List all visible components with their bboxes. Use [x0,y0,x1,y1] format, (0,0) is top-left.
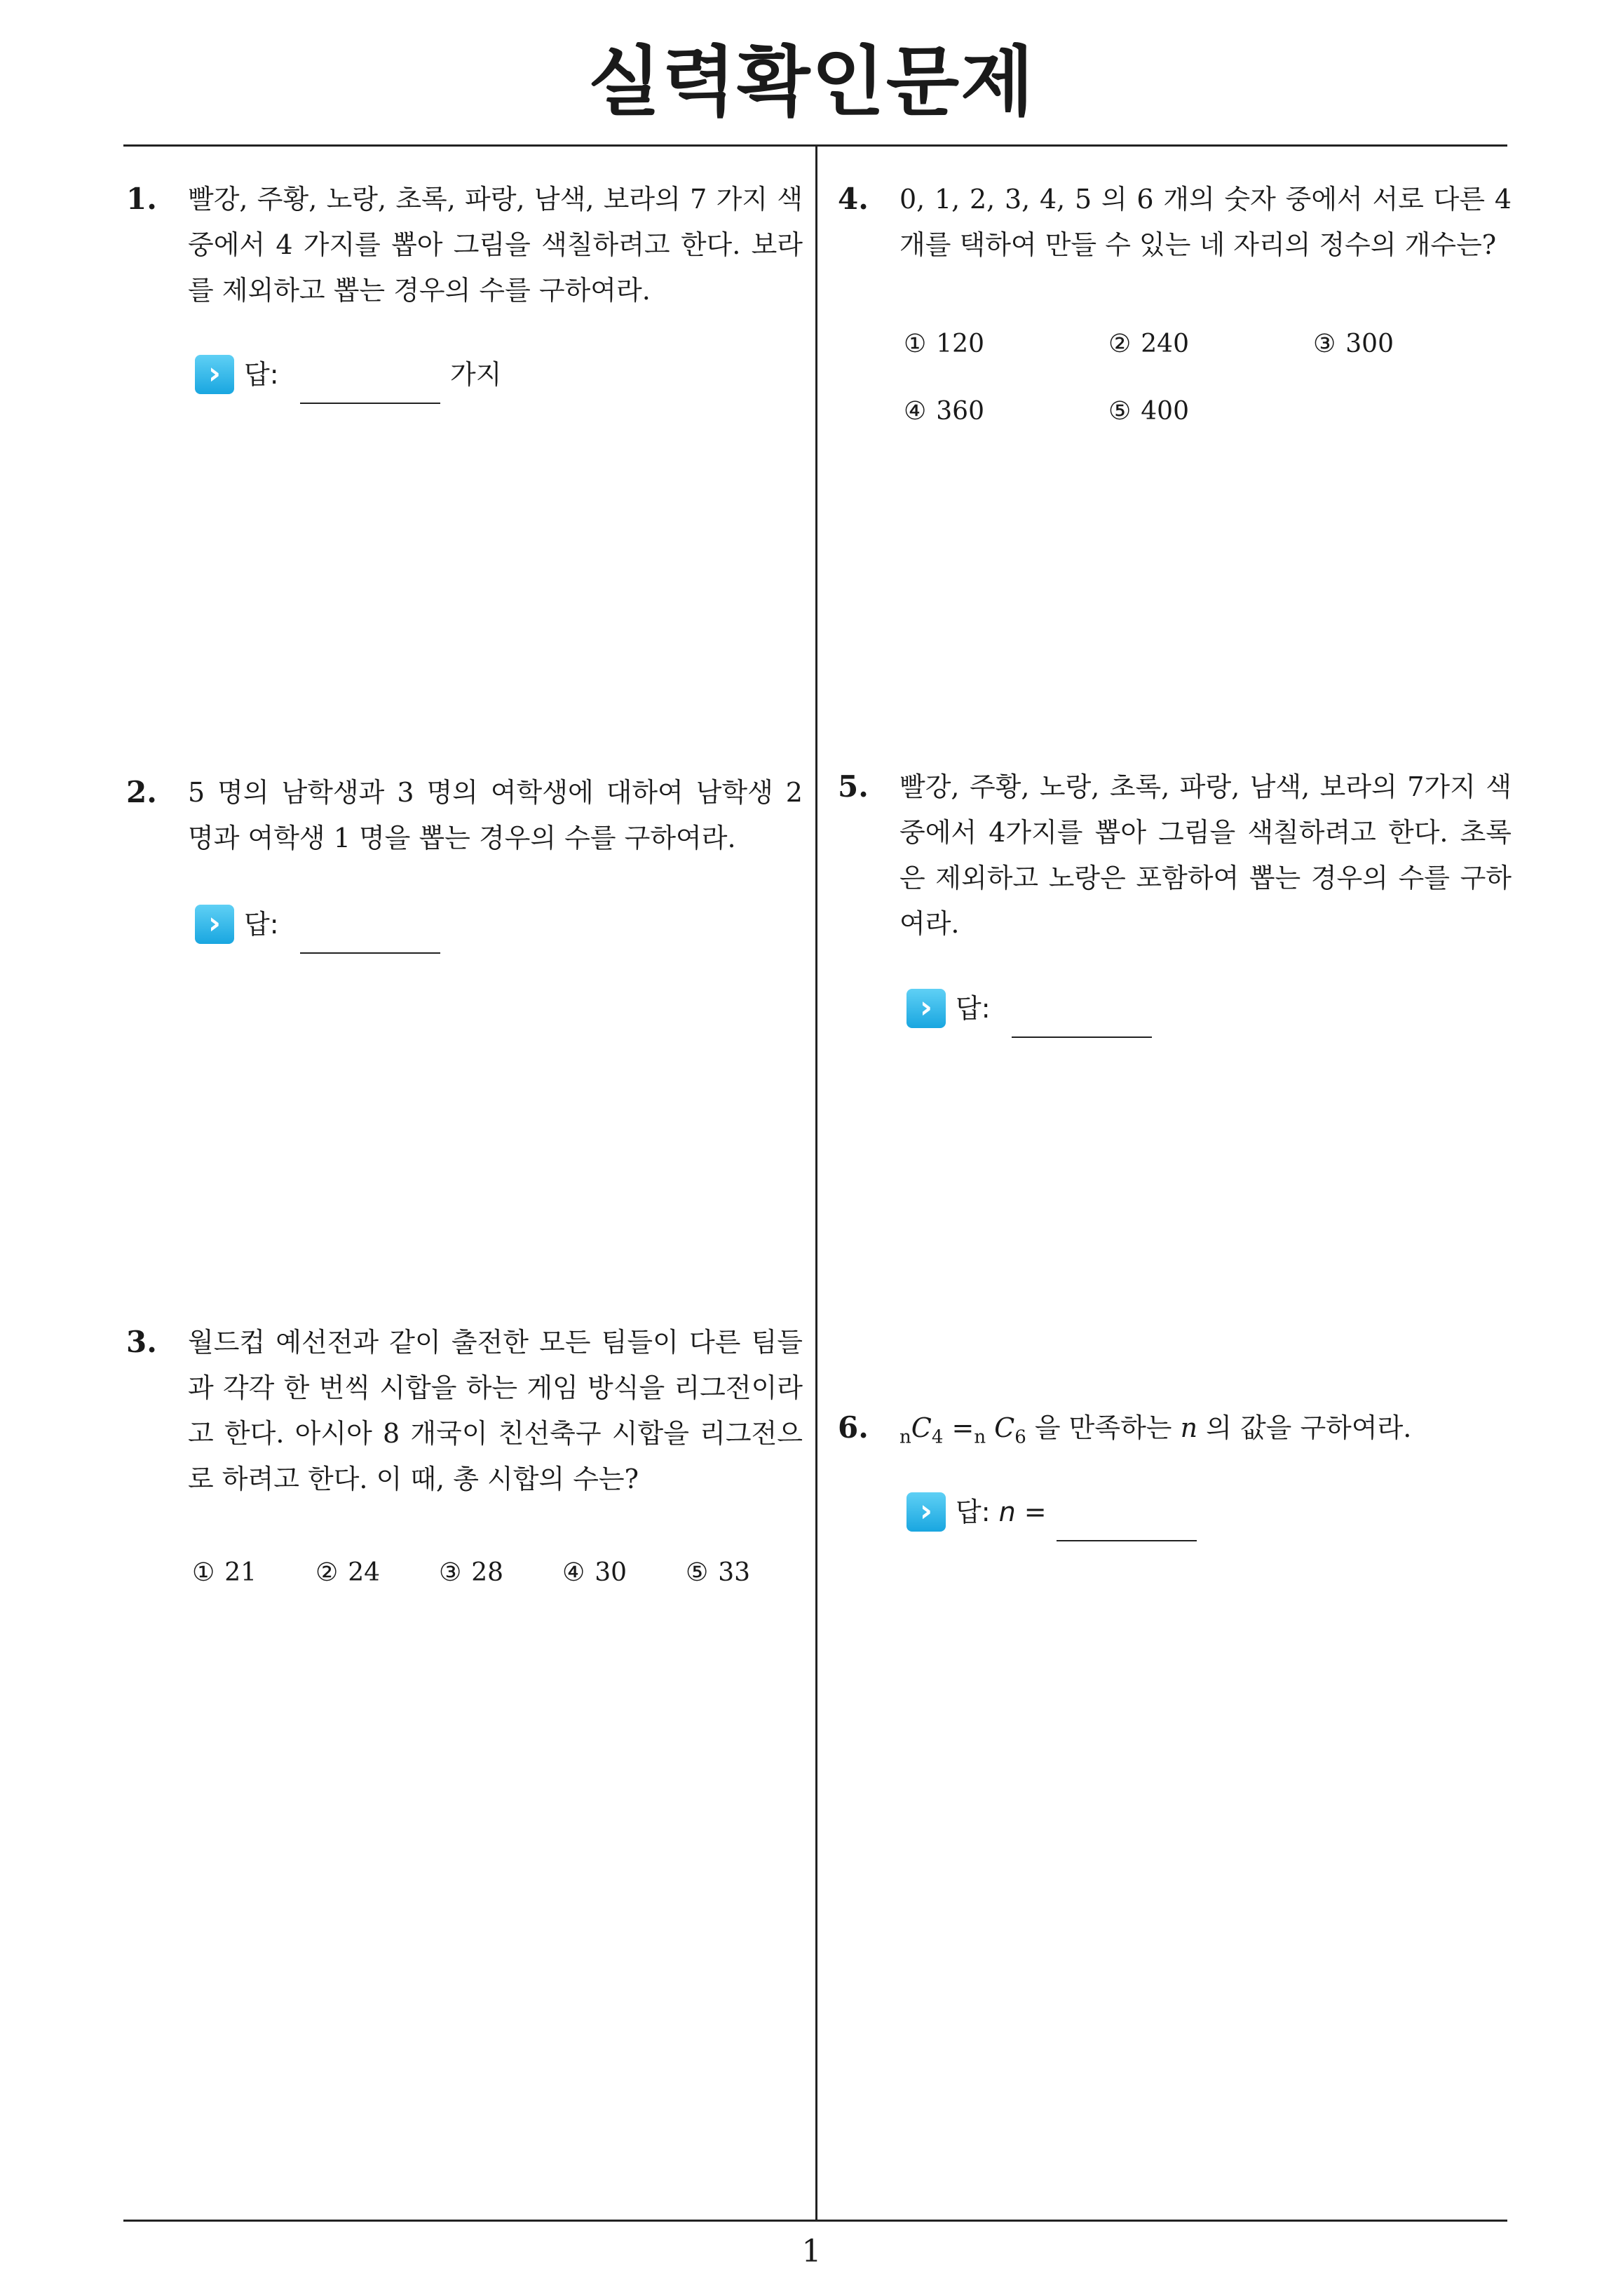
answer-label: 답: [244,359,279,390]
page-number: 1 [801,2234,822,2269]
bottom-divider [123,2220,1507,2222]
chevron-right-icon: › [195,355,234,394]
answer-label: 답: [244,909,279,940]
chevron-right-icon: › [195,905,234,944]
answer-blank[interactable] [300,952,440,954]
answer-label: 답: [956,993,991,1024]
problem-text: $_nC_4 =_n$ $C_6$ 을 만족하는 n 의 값을 구하여라. [899,1412,1412,1448]
problem-number: 3. [126,1325,157,1359]
choice-4[interactable]: ④ 360 [904,397,984,426]
problem-number: 4. [838,182,869,216]
choice-3[interactable]: ③ 28 [439,1558,504,1587]
problem-1 [126,177,803,429]
choice-2[interactable]: ② 24 [315,1558,381,1587]
problem-text: 빨강, 주황, 노랑, 초록, 파랑, 남색, 보라의 7가지 색 중에서 4가지를 뽑아 그림을 색칠하려고 한다. 초록은 제외하고 노랑은 포함하여 뽑는 경우의 수를 구하여라. [899,771,1512,939]
chevron-right-icon: › [906,989,946,1028]
choice-1[interactable]: ① 120 [904,330,984,358]
problem-text: 0, 1, 2, 3, 4, 5 의 6 개의 숫자 중에서 서로 다른 4 개를 택하여 만들 수 있는 네 자리의 정수의 개수는? [899,184,1512,260]
answer-blank[interactable] [1012,1036,1152,1038]
answer-blank[interactable] [1057,1540,1197,1541]
answer-field[interactable] [195,902,616,951]
choice-5[interactable]: ⑤ 400 [1108,397,1189,426]
choice-3[interactable]: ③ 300 [1313,330,1394,358]
choice-4[interactable]: ④ 30 [562,1558,627,1587]
problem-2 [126,770,803,980]
problem-text: 빨강, 주황, 노랑, 초록, 파랑, 남색, 보라의 7 가지 색 중에서 4 가지를 뽑아 그림을 색칠하려고 한다. 보라를 제외하고 뽑는 경우의 수를 구하여라. [188,184,803,306]
problem-number: 6. [838,1410,869,1445]
choice-list [192,1558,795,1600]
problem-number: 2. [126,775,157,809]
answer-field[interactable] [906,1490,1327,1539]
problem-6 [838,1405,1514,1574]
choice-5[interactable]: ⑤ 33 [686,1558,751,1587]
choice-1[interactable]: ① 21 [192,1558,257,1587]
answer-blank[interactable] [300,403,440,404]
problem-number: 5. [838,769,869,804]
problem-text: 월드컵 예선전과 같이 출전한 모든 팀들이 다른 팀들과 각각 한 번씩 시합을 하는 게임 방식을 리그전이라고 한다. 아시아 8 개국이 친선축구 시합을 리그전으로 하려고 한다. 이 때, 총 시합의 수는? [188,1327,803,1494]
answer-field[interactable] [195,352,616,401]
problem-4 [838,177,1514,457]
problem-text: 5 명의 남학생과 3 명의 여학생에 대하여 남학생 2 명과 여학생 1 명을 뽑는 경우의 수를 구하여라. [188,777,803,853]
problem-number: 1. [126,182,157,216]
choice-list [904,330,1507,442]
answer-field[interactable] [906,986,1327,1035]
chevron-right-icon: › [906,1492,946,1532]
answer-label: 답: n = [956,1497,1047,1527]
answer-prefix: n = [998,1497,1047,1527]
column-divider [815,144,817,2222]
choice-2[interactable]: ② 240 [1108,330,1189,358]
problem-3 [126,1320,803,1614]
page-title: 실력확인문제 [588,39,1035,126]
formula: $_nC_4 =_n$ $C_6$ [899,1412,1026,1448]
answer-unit: 가지 [450,359,502,390]
problem-5 [838,764,1514,1059]
